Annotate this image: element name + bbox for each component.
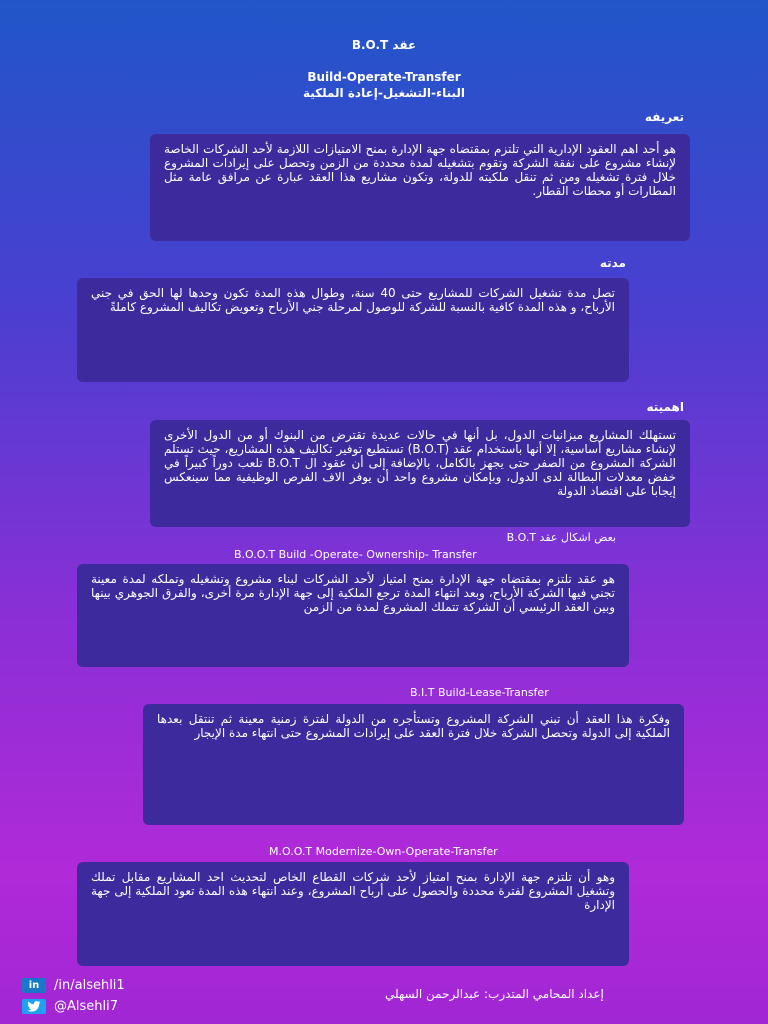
twitter-handle[interactable]: @Alsehli7 (54, 999, 119, 1014)
importance-box (150, 420, 690, 527)
importance-heading: اهميته (646, 400, 684, 414)
duration-text: تصل مدة تشغيل الشركات للمشاريع حتى 40 سنة، وطوال هذه المدة تكون وحدها لها الحق في جني الأرباح، و هذه المدة كافية بالنسبة للشركة للوصول لمرحلة جني الأرباح وتعويض تكاليف المشروع كاملةً (91, 286, 616, 314)
subtitle-arabic: البناء-التشغيل-إعادة الملكية (302, 86, 466, 100)
linkedin-link[interactable] (22, 978, 125, 993)
bit-text: وفكرة هذا العقد أن تبني الشركة المشروع وتستأجره من الدولة لفترة زمنية معينة ثم تنتقل بعدها الملكية إلى الدولة وتحصل الشركة خلال فترة العقد على إيرادات المشروع حتى انتهاء مدة الإيجار (157, 712, 670, 740)
bit-box (143, 704, 684, 825)
definition-text: هو أحد اهم العقود الإدارية التي تلتزم بمقتضاه جهة الإدارة بمنح الامتيازات اللازمة لأحد الشركات الخاصة لإنشاء مشروع على نفقة الشركة وتقوم بتشغيله لمدة محددة من الزمن وتحصل على إيرادات المشروع خلال فترة تشغيله ومن ثم تنقل ملكيته للدولة، وتكون مشاريع هذا العقد عبارة عن مرافق عامة مثل المطارات أو محطات القطار. (164, 142, 676, 198)
definition-box (150, 134, 690, 241)
boot-text: هو عقد تلتزم بمقتضاه جهة الإدارة بمنح امتياز لأحد الشركات لبناء مشروع وتشغيله وتملكه لمدة معينة تجني فيها الشركة الأرباح، وبعد انتهاء المدة ترجع الملكية إلى جهة الإدارة مرة أخرى، والفرق الجوهري بينها وبين العقد الرئيسي أن الشركة تتملك المشروع لمدة من الزمن (91, 572, 615, 614)
duration-box (77, 278, 629, 382)
moot-label: M.O.O.T Modernize-Own-Operate-Transfer (269, 845, 498, 858)
forms-heading: بعض اشكال عقد B.O.T (506, 531, 616, 544)
moot-text: وهو أن تلتزم جهة الإدارة بمنح امتياز لأحد شركات القطاع الخاص لتحديث احد المشاريع مقابل تملك وتشغيل المشروع لفترة محددة والحصول على أرباح المشروع، وعند انتهاء هذه المدة تعود الملكية إلى جهة الإدارة (91, 870, 615, 912)
linkedin-icon: in (22, 978, 46, 993)
definition-heading: تعريفه (644, 110, 684, 124)
moot-box (77, 862, 629, 966)
bit-label: B.I.T Build-Lease-Transfer (410, 686, 549, 699)
subtitle-english: Build-Operate-Transfer (307, 70, 461, 84)
duration-heading: مدته (599, 256, 626, 270)
author-credit: إعداد المحامي المتدرب: عبدالرحمن السهلي (385, 987, 604, 1001)
twitter-link[interactable] (22, 999, 118, 1014)
boot-label: B.O.O.T Build -Operate- Ownership- Transfer (234, 548, 477, 561)
linkedin-handle[interactable]: /in/alsehli1 (54, 978, 125, 993)
page-title: B.O.T عقد (351, 38, 417, 52)
twitter-icon (22, 999, 46, 1014)
importance-text: تستهلك المشاريع ميزانيات الدول، بل أنها في حالات عديدة تقترض من البنوك أو من الدول الأخرى لإنشاء مشاريع أساسية، إلا أنها باستخدام عقد (B.O.T) تستطيع توفير تكاليف هذه المشاريع، حيث تستلم الشركة المشروع من الصفر حتى يجهز بالكامل، بالإضافة إلى أن عقود ال B.O.T تلعب دوراً كبيراً في خفض معدلات البطالة لدى الدول، وبإمكان مشروع واحد أن يوفر الاف الفرص الوظيفية مما سينعكس إيجابا على اقتصاد الدولة (164, 428, 676, 498)
boot-box (77, 564, 629, 667)
